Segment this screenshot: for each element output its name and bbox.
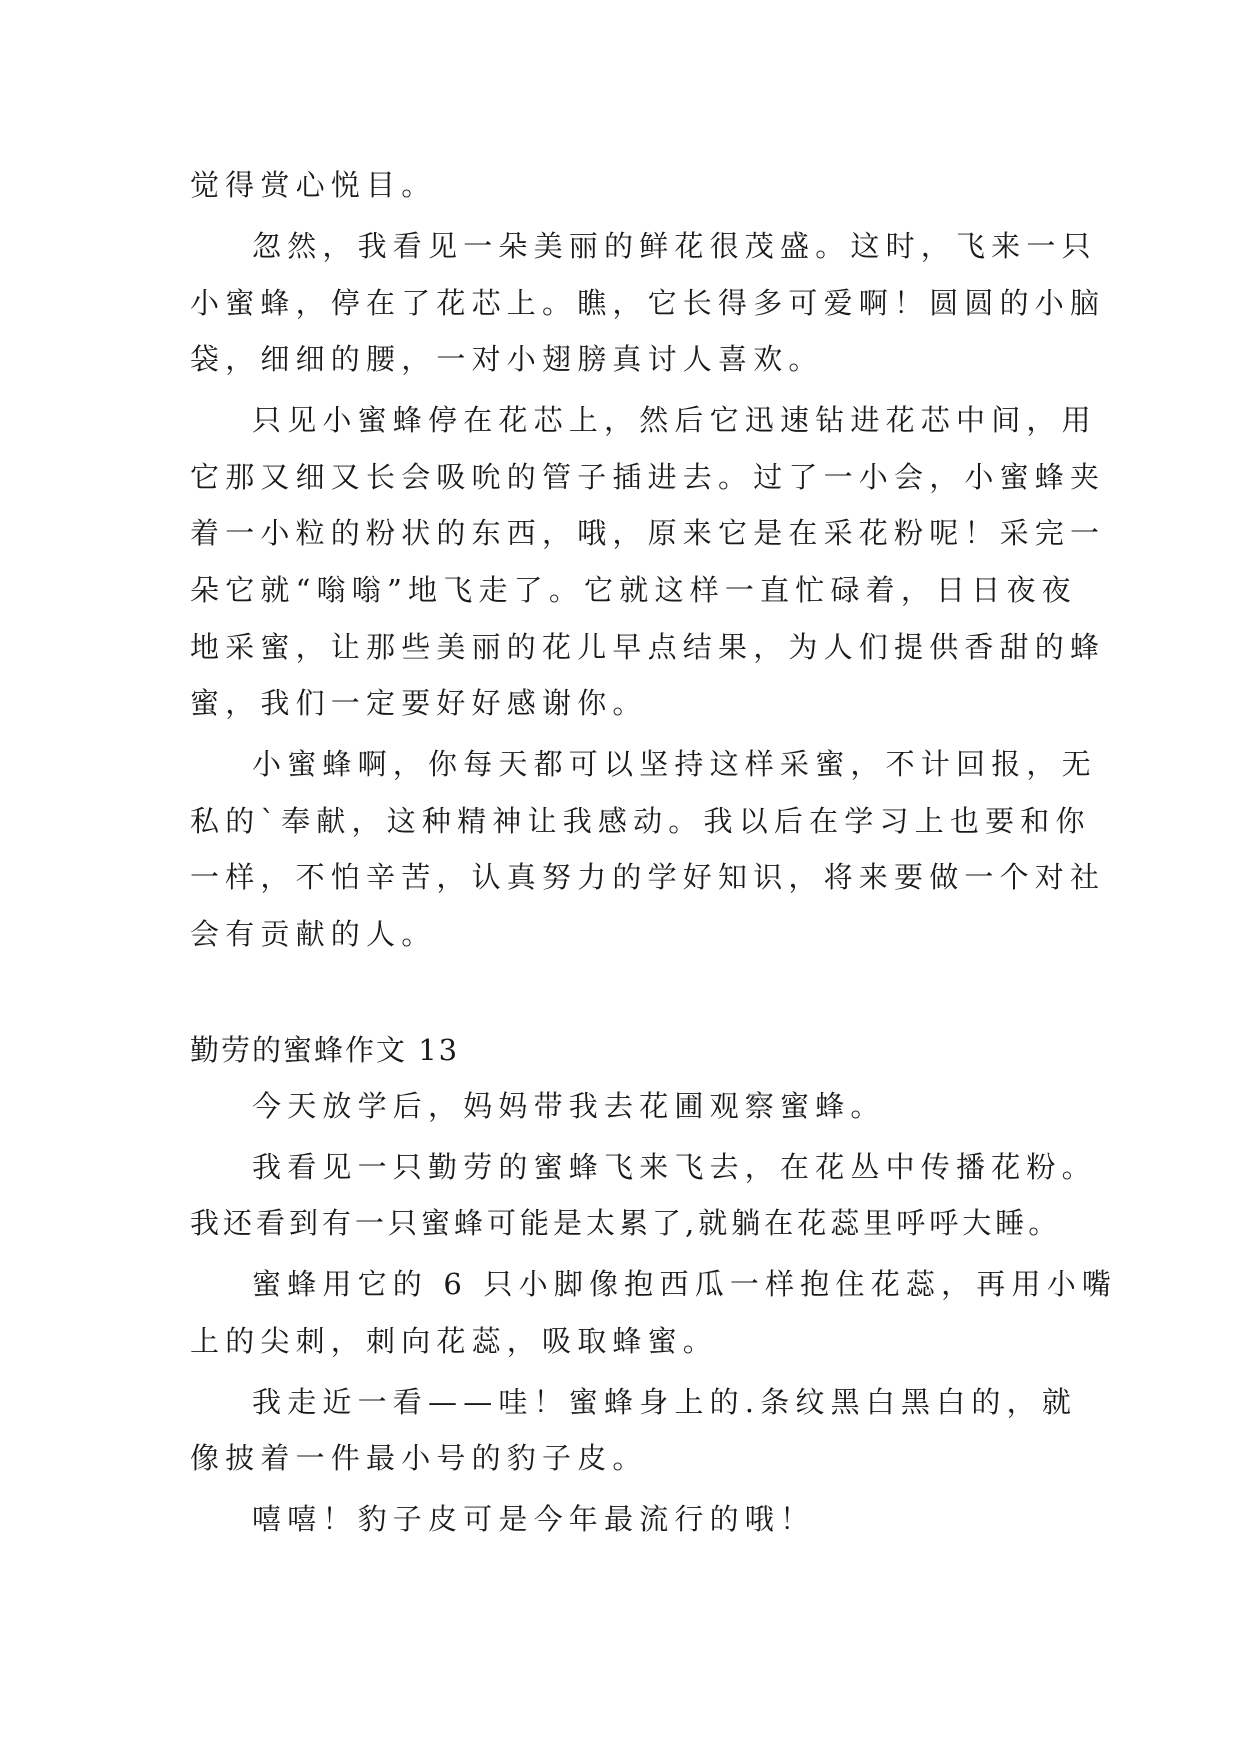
essay-title: 勤劳的蜜蜂作文 13	[190, 1033, 460, 1067]
text-line: 蜜，我们一定要好好感谢你。	[190, 686, 648, 720]
text-line: 上的尖刺，刺向花蕊，吸取蜂蜜。	[190, 1324, 719, 1358]
text-line: 它那又细又长会吸吮的管子插进去。过了一小会，小蜜蜂夹	[190, 460, 1106, 494]
text-line: 像披着一件最小号的豹子皮。	[190, 1441, 648, 1475]
paragraph-start: 我看见一只勤劳的蜜蜂飞来飞去，在花丛中传播花粉。	[252, 1150, 1097, 1184]
paragraph-start: 忽然，我看见一朵美丽的鲜花很茂盛。这时，飞来一只	[252, 229, 1097, 263]
text-line: 觉得赏心悦目。	[190, 168, 437, 202]
paragraph-start: 只见小蜜蜂停在花芯上，然后它迅速钻进花芯中间，用	[252, 403, 1097, 437]
text-line: 我还看到有一只蜜蜂可能是太累了,就躺在花蕊里呼呼大睡。	[190, 1206, 1062, 1240]
text-line: 会有贡献的人。	[190, 917, 437, 951]
paragraph-start: 我走近一看——哇！蜜蜂身上的.条纹黑白黑白的，就	[252, 1385, 1078, 1419]
text-line: 地采蜜，让那些美丽的花儿早点结果，为人们提供香甜的蜂	[190, 630, 1106, 664]
paragraph-start: 小蜜蜂啊，你每天都可以坚持这样采蜜，不计回报，无	[252, 747, 1097, 781]
paragraph-start: 今天放学后，妈妈带我去花圃观察蜜蜂。	[252, 1089, 886, 1123]
text-line: 朵它就“嗡嗡”地飞走了。它就这样一直忙碌着，日日夜夜	[190, 573, 1077, 607]
paragraph-start: 蜜蜂用它的 6 只小脚像抱西瓜一样抱住花蕊，再用小嘴	[252, 1267, 1118, 1301]
text-line: 一样，不怕辛苦，认真努力的学好知识，将来要做一个对社	[190, 860, 1106, 894]
text-line: 私的`奉献，这种精神让我感动。我以后在学习上也要和你	[190, 804, 1091, 838]
text-line: 小蜜蜂，停在了花芯上。瞧，它长得多可爱啊！圆圆的小脑	[190, 286, 1106, 320]
text-line: 袋，细细的腰，一对小翅膀真讨人喜欢。	[190, 342, 824, 376]
text-line: 着一小粒的粉状的东西，哦，原来它是在采花粉呢！采完一	[190, 516, 1106, 550]
paragraph-start: 嘻嘻！豹子皮可是今年最流行的哦！	[252, 1502, 816, 1536]
